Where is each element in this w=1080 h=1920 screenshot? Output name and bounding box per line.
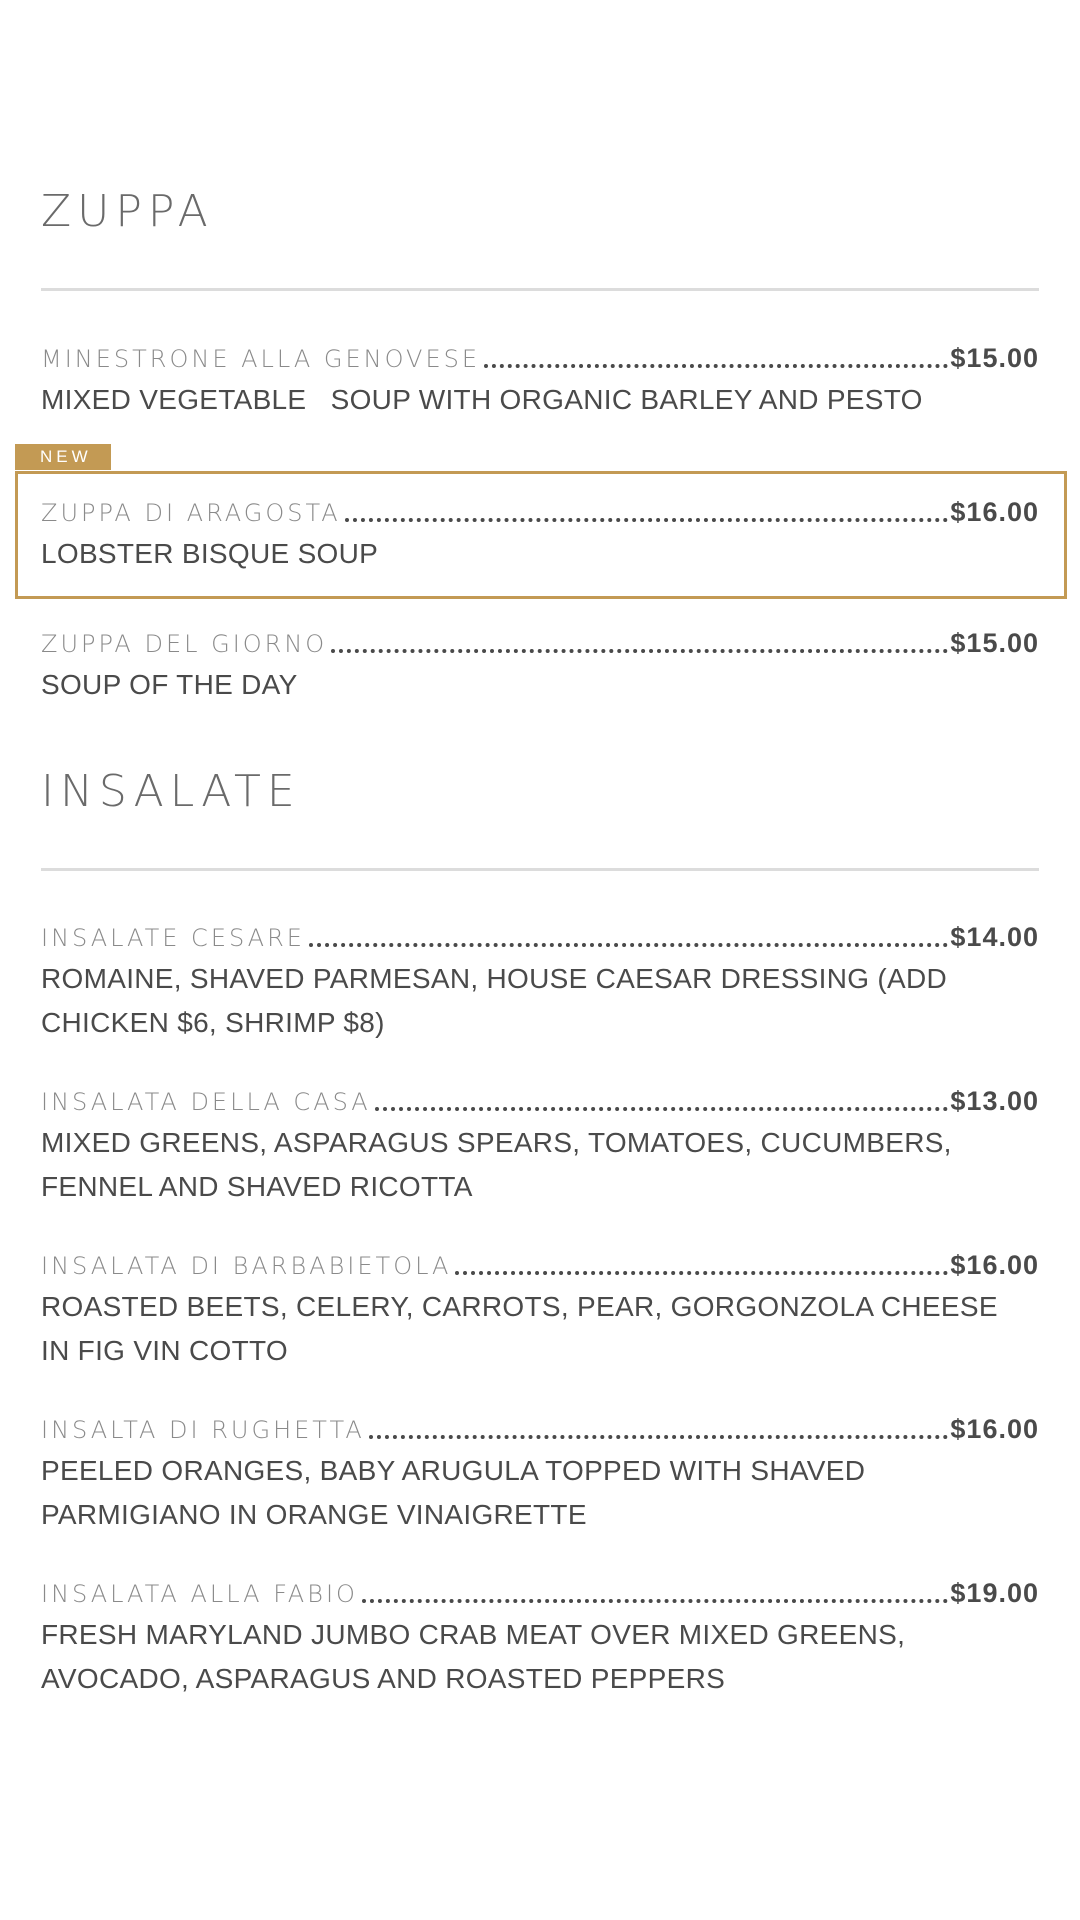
section-title: ZUPPA	[41, 186, 214, 237]
menu-item-description: ROASTED BEETS, CELERY, CARROTS, PEAR, GORGONZOLA CHEESE IN FIG VIN COTTO	[41, 1291, 998, 1366]
dot-leader	[362, 1599, 948, 1603]
menu-item-header	[41, 1086, 1039, 1117]
menu-item-name: INSALATA ALLA FABIO	[41, 1580, 358, 1608]
menu-item-description: ROMAINE, SHAVED PARMESAN, HOUSE CAESAR DRESSING (ADD CHICKEN $6, SHRIMP $8)	[41, 963, 948, 1038]
menu-item-price: $15.00	[950, 343, 1039, 373]
dot-leader	[455, 1271, 948, 1275]
dot-leader	[309, 943, 948, 947]
dot-leader	[331, 649, 948, 653]
menu-item-description: MIXED VEGETABLE SOUP WITH ORGANIC BARLEY AND PESTO	[41, 384, 923, 415]
menu-item-name: INSALTA DI RUGHETTA	[41, 1416, 365, 1444]
menu-item[interactable]	[41, 1414, 1039, 1537]
menu-item-description: PEELED ORANGES, BABY ARUGULA TOPPED WITH SHAVED PARMIGIANO IN ORANGE VINAIGRETTE	[41, 1455, 866, 1530]
menu-item[interactable]	[41, 628, 1039, 707]
menu-item-header	[41, 628, 1039, 659]
menu-item-price: $15.00	[950, 628, 1039, 658]
menu-item-price: $16.00	[950, 1414, 1039, 1444]
menu-item[interactable]	[41, 1578, 1039, 1701]
menu-item-header	[41, 343, 1039, 374]
new-badge: NEW	[15, 444, 111, 470]
menu-item[interactable]	[41, 922, 1039, 1045]
menu-item-price: $13.00	[950, 1086, 1039, 1116]
menu-item-price: $14.00	[950, 922, 1039, 952]
section-title: INSALATE	[41, 766, 301, 817]
menu-item-description: MIXED GREENS, ASPARAGUS SPEARS, TOMATOES, CUCUMBERS, FENNEL AND SHAVED RICOTTA	[41, 1127, 952, 1202]
section-divider	[41, 288, 1039, 291]
menu-item-name: ZUPPA DI ARAGOSTA	[41, 499, 341, 527]
dot-leader	[375, 1107, 949, 1111]
menu-item-description: LOBSTER BISQUE SOUP	[41, 538, 379, 569]
menu-item-price: $19.00	[950, 1578, 1039, 1608]
menu-item[interactable]	[41, 1086, 1039, 1209]
menu-item-header	[41, 1250, 1039, 1281]
section-insalate	[0, 766, 1080, 817]
menu-item-header	[41, 1414, 1039, 1445]
section-zuppa	[0, 186, 1080, 237]
menu-item-header	[41, 1578, 1039, 1609]
menu-item-description: SOUP OF THE DAY	[41, 669, 298, 700]
menu-item-name: INSALATE CESARE	[41, 924, 305, 952]
menu-item[interactable]	[41, 1250, 1039, 1373]
menu-item-name: INSALATA DELLA CASA	[41, 1088, 371, 1116]
menu-item[interactable]	[41, 343, 1039, 422]
dot-leader	[345, 518, 949, 522]
menu-item-name: ZUPPA DEL GIORNO	[41, 630, 328, 658]
menu-item-name: MINESTRONE ALLA GENOVESE	[41, 345, 481, 373]
menu-item-header	[41, 922, 1039, 953]
dot-leader	[369, 1435, 949, 1439]
menu-item-name: INSALATA DI BARBABIETOLA	[41, 1252, 452, 1280]
dot-leader	[484, 364, 948, 368]
menu-item-price: $16.00	[950, 1250, 1039, 1280]
section-divider	[41, 868, 1039, 871]
menu-item-description: FRESH MARYLAND JUMBO CRAB MEAT OVER MIXED GREENS, AVOCADO, ASPARAGUS AND ROASTED PEPPERS	[41, 1619, 906, 1694]
menu-item-price: $16.00	[950, 497, 1039, 527]
menu-item-header	[41, 497, 1039, 528]
menu-item-featured[interactable]	[41, 497, 1039, 576]
